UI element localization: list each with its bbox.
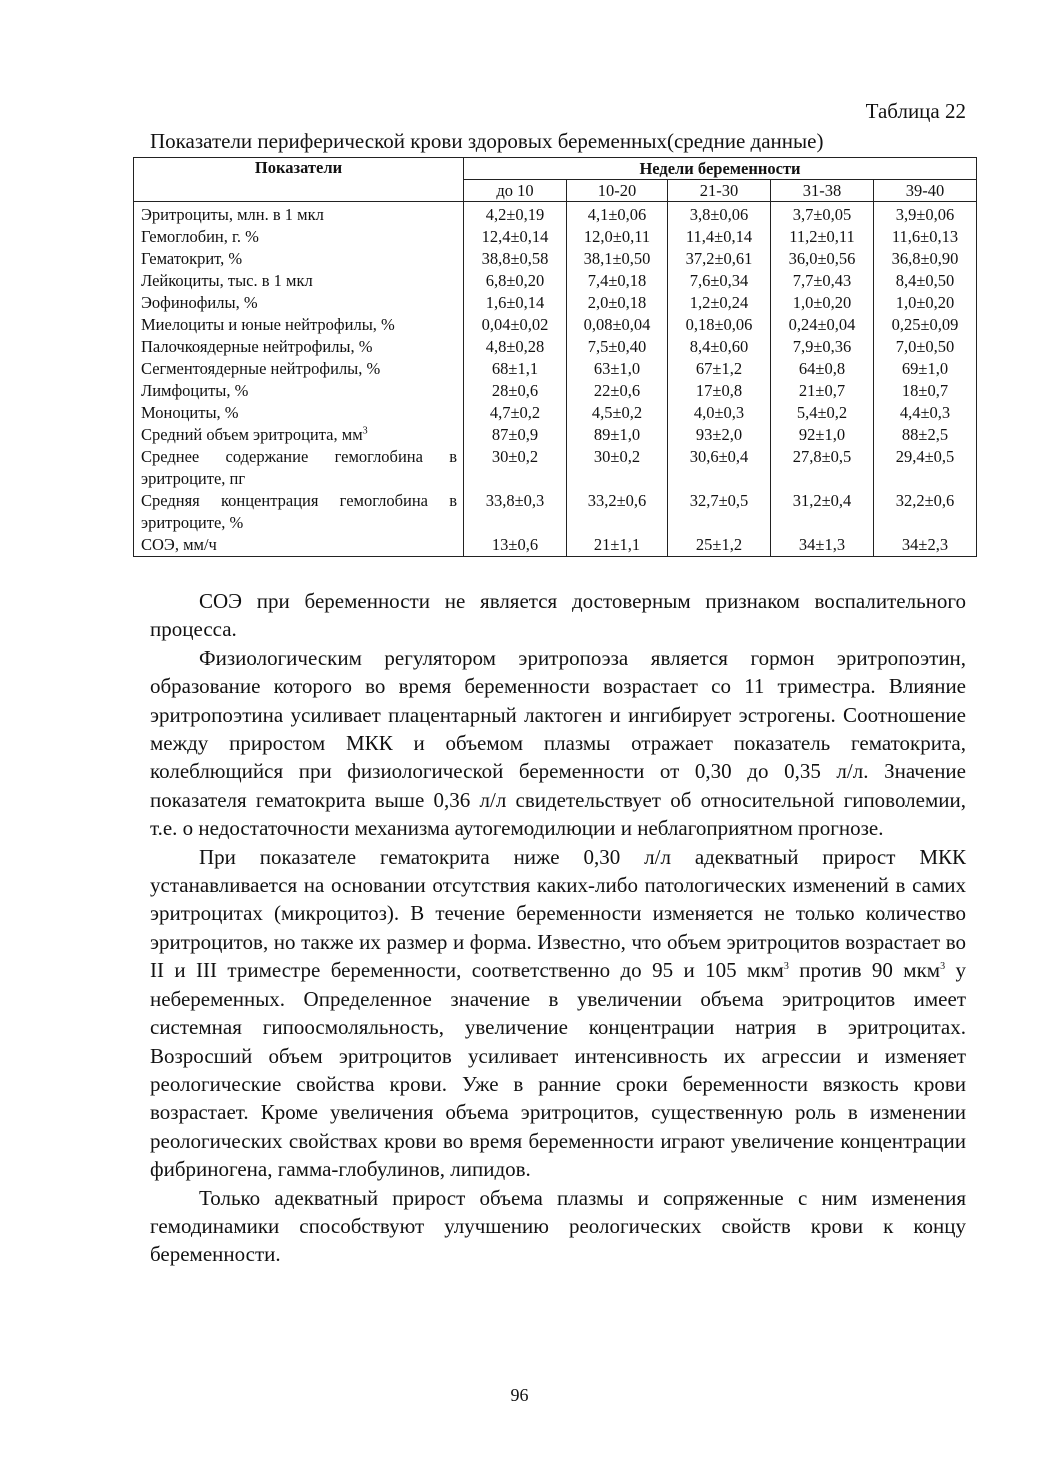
- table-cell: 31,2±0,4: [771, 490, 874, 534]
- table-cell: 29,4±0,5: [874, 446, 977, 490]
- header-indicator: Показатели: [134, 158, 464, 202]
- table-cell: 36,8±0,90: [874, 248, 977, 270]
- table-cell: 34±1,3: [771, 534, 874, 557]
- table-cell: 1,0±0,20: [771, 292, 874, 314]
- paragraph-text: При показателе гематокрита ниже 0,30 л/л адекватный прирост МКК устанавливается на основании отсутствия каких-либо патологических изменений в самих эритроцитах (микроцитоз). В течение беременности изменяется не только количество эритроцитов, но также их размер и форма. Известно, что объем эритроцитов возрастает во II и III триместре беременности, соответственно до 95 и 105 мкм: [150, 844, 966, 983]
- table-body: [134, 202, 977, 557]
- column-header: 21-30: [668, 180, 771, 202]
- table-cell: 17±0,8: [668, 380, 771, 402]
- table-cell: 63±1,0: [567, 358, 668, 380]
- superscript: 3: [940, 961, 946, 973]
- table-cell: 21±1,1: [567, 534, 668, 557]
- table-cell: 18±0,7: [874, 380, 977, 402]
- table-cell: 30,6±0,4: [668, 446, 771, 490]
- table-cell: 0,24±0,04: [771, 314, 874, 336]
- table-cell: 38,8±0,58: [464, 248, 567, 270]
- table-cell: 4,5±0,2: [567, 402, 668, 424]
- table-cell: 34±2,3: [874, 534, 977, 557]
- indicator-label: Средний объем эритроцита, $мм^3$: [134, 424, 464, 446]
- table-row: [134, 402, 977, 424]
- body-text: [150, 587, 966, 1269]
- table-cell: 7,9±0,36: [771, 336, 874, 358]
- table-cell: 7,6±0,34: [668, 270, 771, 292]
- blood-indicators-table: [133, 157, 977, 557]
- table-row: [134, 490, 977, 534]
- column-header: 39-40: [874, 180, 977, 202]
- indicator-label: Лимфоциты, %: [134, 380, 464, 402]
- indicator-label: Среднее содержание гемоглобина в эритроците, пг: [134, 446, 464, 490]
- table-cell: 8,4±0,50: [874, 270, 977, 292]
- table-cell: 25±1,2: [668, 534, 771, 557]
- table-cell: 32,7±0,5: [668, 490, 771, 534]
- table-cell: 0,08±0,04: [567, 314, 668, 336]
- table-cell: 4,7±0,2: [464, 402, 567, 424]
- table-cell: 69±1,0: [874, 358, 977, 380]
- table-cell: 21±0,7: [771, 380, 874, 402]
- paragraph-text: у небеременных. Определенное значение в увеличении объема эритроцитов имеет системная гипоосмоляльность, увеличение концентрации натрия в эритроцитах. Возросший объем эритроцитов усиливает интенсивность их агрессии и изменяет реологические свойства крови. Уже в ранние сроки беременности вязкость крови возрастает. Кроме увеличения объема эритроцитов, существенную роль в изменении реологических свойствах крови во время беременности играют увеличение концентрации фибриногена, гамма-глобулинов, липидов.: [150, 958, 966, 1182]
- column-header: до 10: [464, 180, 567, 202]
- table-cell: 22±0,6: [567, 380, 668, 402]
- table-caption: Показатели периферической крови здоровых беременных(средние данные): [150, 129, 824, 153]
- table-cell: 32,2±0,6: [874, 490, 977, 534]
- table-row: [134, 292, 977, 314]
- table-cell: 67±1,2: [668, 358, 771, 380]
- indicator-label: СОЭ, мм/ч: [134, 534, 464, 557]
- table-row: [134, 534, 977, 557]
- column-header: 31-38: [771, 180, 874, 202]
- header-weeks: Недели беременности: [464, 158, 977, 180]
- table-cell: 64±0,8: [771, 358, 874, 380]
- table-cell: 89±1,0: [567, 424, 668, 446]
- table-row: [134, 270, 977, 292]
- table-cell: 7,4±0,18: [567, 270, 668, 292]
- table-cell: 33,8±0,3: [464, 490, 567, 534]
- column-header: 10-20: [567, 180, 668, 202]
- paragraph: [150, 843, 966, 1184]
- indicator-label: Эофинофилы, %: [134, 292, 464, 314]
- table-row: [134, 248, 977, 270]
- table-cell: 1,2±0,24: [668, 292, 771, 314]
- table-cell: 68±1,1: [464, 358, 567, 380]
- table-cell: 4,2±0,19: [464, 202, 567, 227]
- table-cell: 37,2±0,61: [668, 248, 771, 270]
- table-cell: 11,2±0,11: [771, 226, 874, 248]
- table-cell: 6,8±0,20: [464, 270, 567, 292]
- table-cell: 11,6±0,13: [874, 226, 977, 248]
- table-cell: 1,6±0,14: [464, 292, 567, 314]
- table-cell: 30±0,2: [567, 446, 668, 490]
- table-cell: 3,8±0,06: [668, 202, 771, 227]
- indicator-label: Гемоглобин, г. %: [134, 226, 464, 248]
- table-cell: 13±0,6: [464, 534, 567, 557]
- paragraph: Физиологическим регулятором эритропоэза является гормон эритропоэтин, образование которого во время беременности возрастает со 11 триместра. Влияние эритропоэтина усиливает плацентарный лактоген и ингибирует эстрогены. Соотношение между приростом МКК и объемом плазмы отражает показатель гематокрита, колеблющийся при физиологической беременности от 0,30 до 0,35 л/л. Значение показателя гематокрита выше 0,36 л/л свидетельствует об относительной гиповолемии, т.е. о недостаточности механизма аутогемодилюции и неблагоприятном прогнозе.: [150, 645, 966, 841]
- table-cell: 3,7±0,05: [771, 202, 874, 227]
- table-cell: 92±1,0: [771, 424, 874, 446]
- table-number: Таблица 22: [865, 99, 966, 123]
- table-cell: 8,4±0,60: [668, 336, 771, 358]
- table-cell: 87±0,9: [464, 424, 567, 446]
- table-cell: 93±2,0: [668, 424, 771, 446]
- indicator-label: Эритроциты, млн. в 1 мкл: [134, 202, 464, 227]
- table-cell: 12,0±0,11: [567, 226, 668, 248]
- table-cell: 12,4±0,14: [464, 226, 567, 248]
- table-cell: 0,04±0,02: [464, 314, 567, 336]
- table-cell: 7,5±0,40: [567, 336, 668, 358]
- table-cell: 7,0±0,50: [874, 336, 977, 358]
- superscript: 3: [362, 425, 368, 437]
- table-cell: 4,8±0,28: [464, 336, 567, 358]
- table-row: [134, 424, 977, 446]
- indicator-label: Средняя концентрация гемоглобина в эритроците, %: [134, 490, 464, 534]
- table-cell: 4,1±0,06: [567, 202, 668, 227]
- table-cell: 38,1±0,50: [567, 248, 668, 270]
- table-cell: 27,8±0,5: [771, 446, 874, 490]
- indicator-label: Гематокрит, %: [134, 248, 464, 270]
- table-cell: 1,0±0,20: [874, 292, 977, 314]
- table-row: [134, 446, 977, 490]
- indicator-label: Лейкоциты, тыс. в 1 мкл: [134, 270, 464, 292]
- superscript: 3: [783, 961, 789, 973]
- table-cell: 5,4±0,2: [771, 402, 874, 424]
- table-cell: 4,0±0,3: [668, 402, 771, 424]
- page-number: 96: [510, 1385, 529, 1405]
- paragraph-text: против 90 мкм: [788, 958, 941, 983]
- indicator-label: Сегментоядерные нейтрофилы, %: [134, 358, 464, 380]
- indicator-label: Миелоциты и юные нейтрофилы, %: [134, 314, 464, 336]
- paragraph: СОЭ при беременности не является достоверным признаком воспалительного процесса.: [150, 589, 966, 642]
- table-cell: 11,4±0,14: [668, 226, 771, 248]
- indicator-label: Палочкоядерные нейтрофилы, %: [134, 336, 464, 358]
- table-cell: 33,2±0,6: [567, 490, 668, 534]
- table-row: [134, 202, 977, 227]
- table-cell: 3,9±0,06: [874, 202, 977, 227]
- table-row: [134, 358, 977, 380]
- table-row: [134, 314, 977, 336]
- table-row: [134, 336, 977, 358]
- table-row: [134, 226, 977, 248]
- table-cell: 0,25±0,09: [874, 314, 977, 336]
- indicator-label: Моноциты, %: [134, 402, 464, 424]
- table-cell: 7,7±0,43: [771, 270, 874, 292]
- paragraph: Только адекватный прирост объема плазмы и сопряженные с ним изменения гемодинамики способствуют улучшению реологических свойств крови к концу беременности.: [150, 1185, 966, 1267]
- table-cell: 0,18±0,06: [668, 314, 771, 336]
- table-cell: 36,0±0,56: [771, 248, 874, 270]
- table-row: [134, 380, 977, 402]
- table-cell: 4,4±0,3: [874, 402, 977, 424]
- table-cell: 88±2,5: [874, 424, 977, 446]
- table-cell: 2,0±0,18: [567, 292, 668, 314]
- table-cell: 30±0,2: [464, 446, 567, 490]
- table-cell: 28±0,6: [464, 380, 567, 402]
